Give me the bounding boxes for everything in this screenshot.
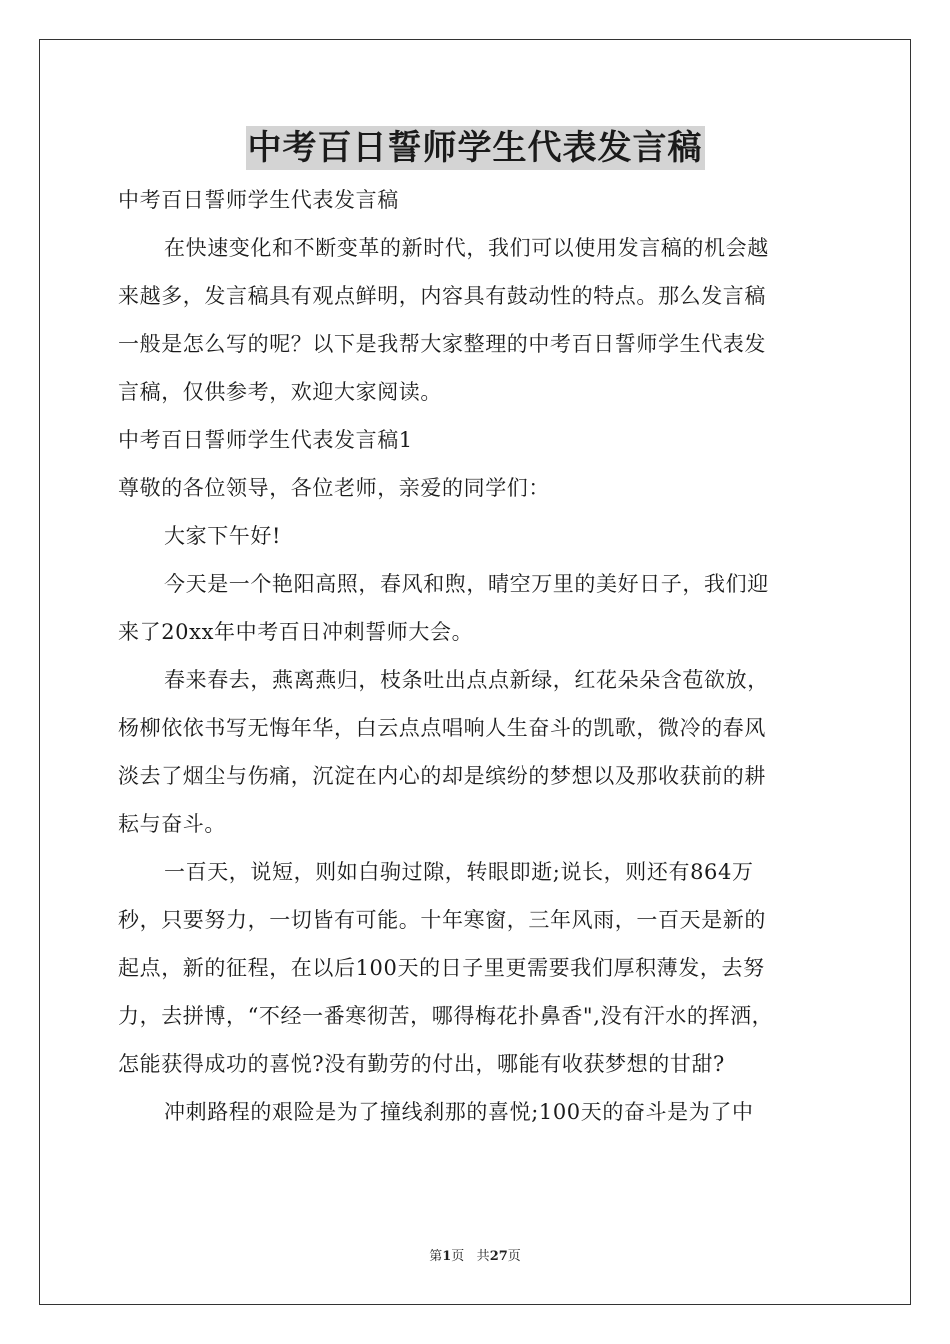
paragraph-line: 杨柳依依书写无悔年华，白云点点唱响人生奋斗的凯歌，微冷的春风 [118, 716, 766, 740]
paragraph-line: 今天是一个艳阳高照，春风和煦，晴空万里的美好日子，我们迎 [164, 572, 769, 596]
document-body [118, 176, 838, 1136]
paragraph-line: 春来春去，燕离燕归，枝条吐出点点新绿，红花朵朵含苞欲放， [164, 668, 769, 692]
document-title: 中考百日誓师学生代表发言稿 [247, 128, 703, 168]
paragraph-line: 一般是怎么写的呢？以下是我帮大家整理的中考百日誓师学生代表发 [118, 332, 766, 356]
paragraph-line: 来越多，发言稿具有观点鲜明，内容具有鼓动性的特点。那么发言稿 [118, 284, 766, 308]
paragraph-line: 一百天，说短，则如白驹过隙，转眼即逝;说长，则还有864万 [164, 860, 754, 884]
paragraph-line: 冲刺路程的艰险是为了撞线刹那的喜悦;100天的奋斗是为了中 [164, 1100, 754, 1124]
page-label-suffix: 页 [451, 1249, 465, 1264]
paragraph-line: 耘与奋斗。 [118, 812, 226, 836]
paragraph-line: 言稿，仅供参考，欢迎大家阅读。 [118, 380, 442, 404]
page-total: 27 [489, 1249, 508, 1264]
paragraph-line: 力，去拼博，“不经一番寒彻苦，哪得梅花扑鼻香",没有汗水的挥洒， [118, 1004, 774, 1028]
subtitle-line: 中考百日誓师学生代表发言稿 [118, 188, 399, 212]
total-label-prefix: 共 [476, 1249, 490, 1264]
page-current: 1 [442, 1249, 452, 1264]
paragraph-line: 淡去了烟尘与伤痛，沉淀在内心的却是缤纷的梦想以及那收获前的耕 [118, 764, 766, 788]
paragraph-line: 来了20xx年中考百日冲刺誓师大会。 [118, 620, 474, 644]
page-label-prefix: 第 [429, 1249, 443, 1264]
greeting-line: 大家下午好! [164, 524, 282, 548]
paragraph-line: 秒，只要努力，一切皆有可能。十年寒窗，三年风雨，一百天是新的 [118, 908, 766, 932]
paragraph-line: 起点，新的征程，在以后100天的日子里更需要我们厚积薄发，去努 [118, 956, 765, 980]
paragraph-line: 怎能获得成功的喜悦?没有勤劳的付出，哪能有收获梦想的甘甜? [118, 1052, 725, 1076]
paragraph-line: 在快速变化和不断变革的新时代，我们可以使用发言稿的机会越 [164, 236, 769, 260]
page-footer [0, 1248, 950, 1266]
salutation-line: 尊敬的各位领导，各位老师，亲爱的同学们： [118, 476, 550, 500]
section-heading: 中考百日誓师学生代表发言稿1 [118, 428, 413, 452]
total-label-suffix: 页 [507, 1249, 521, 1264]
title-wrap [0, 126, 950, 170]
